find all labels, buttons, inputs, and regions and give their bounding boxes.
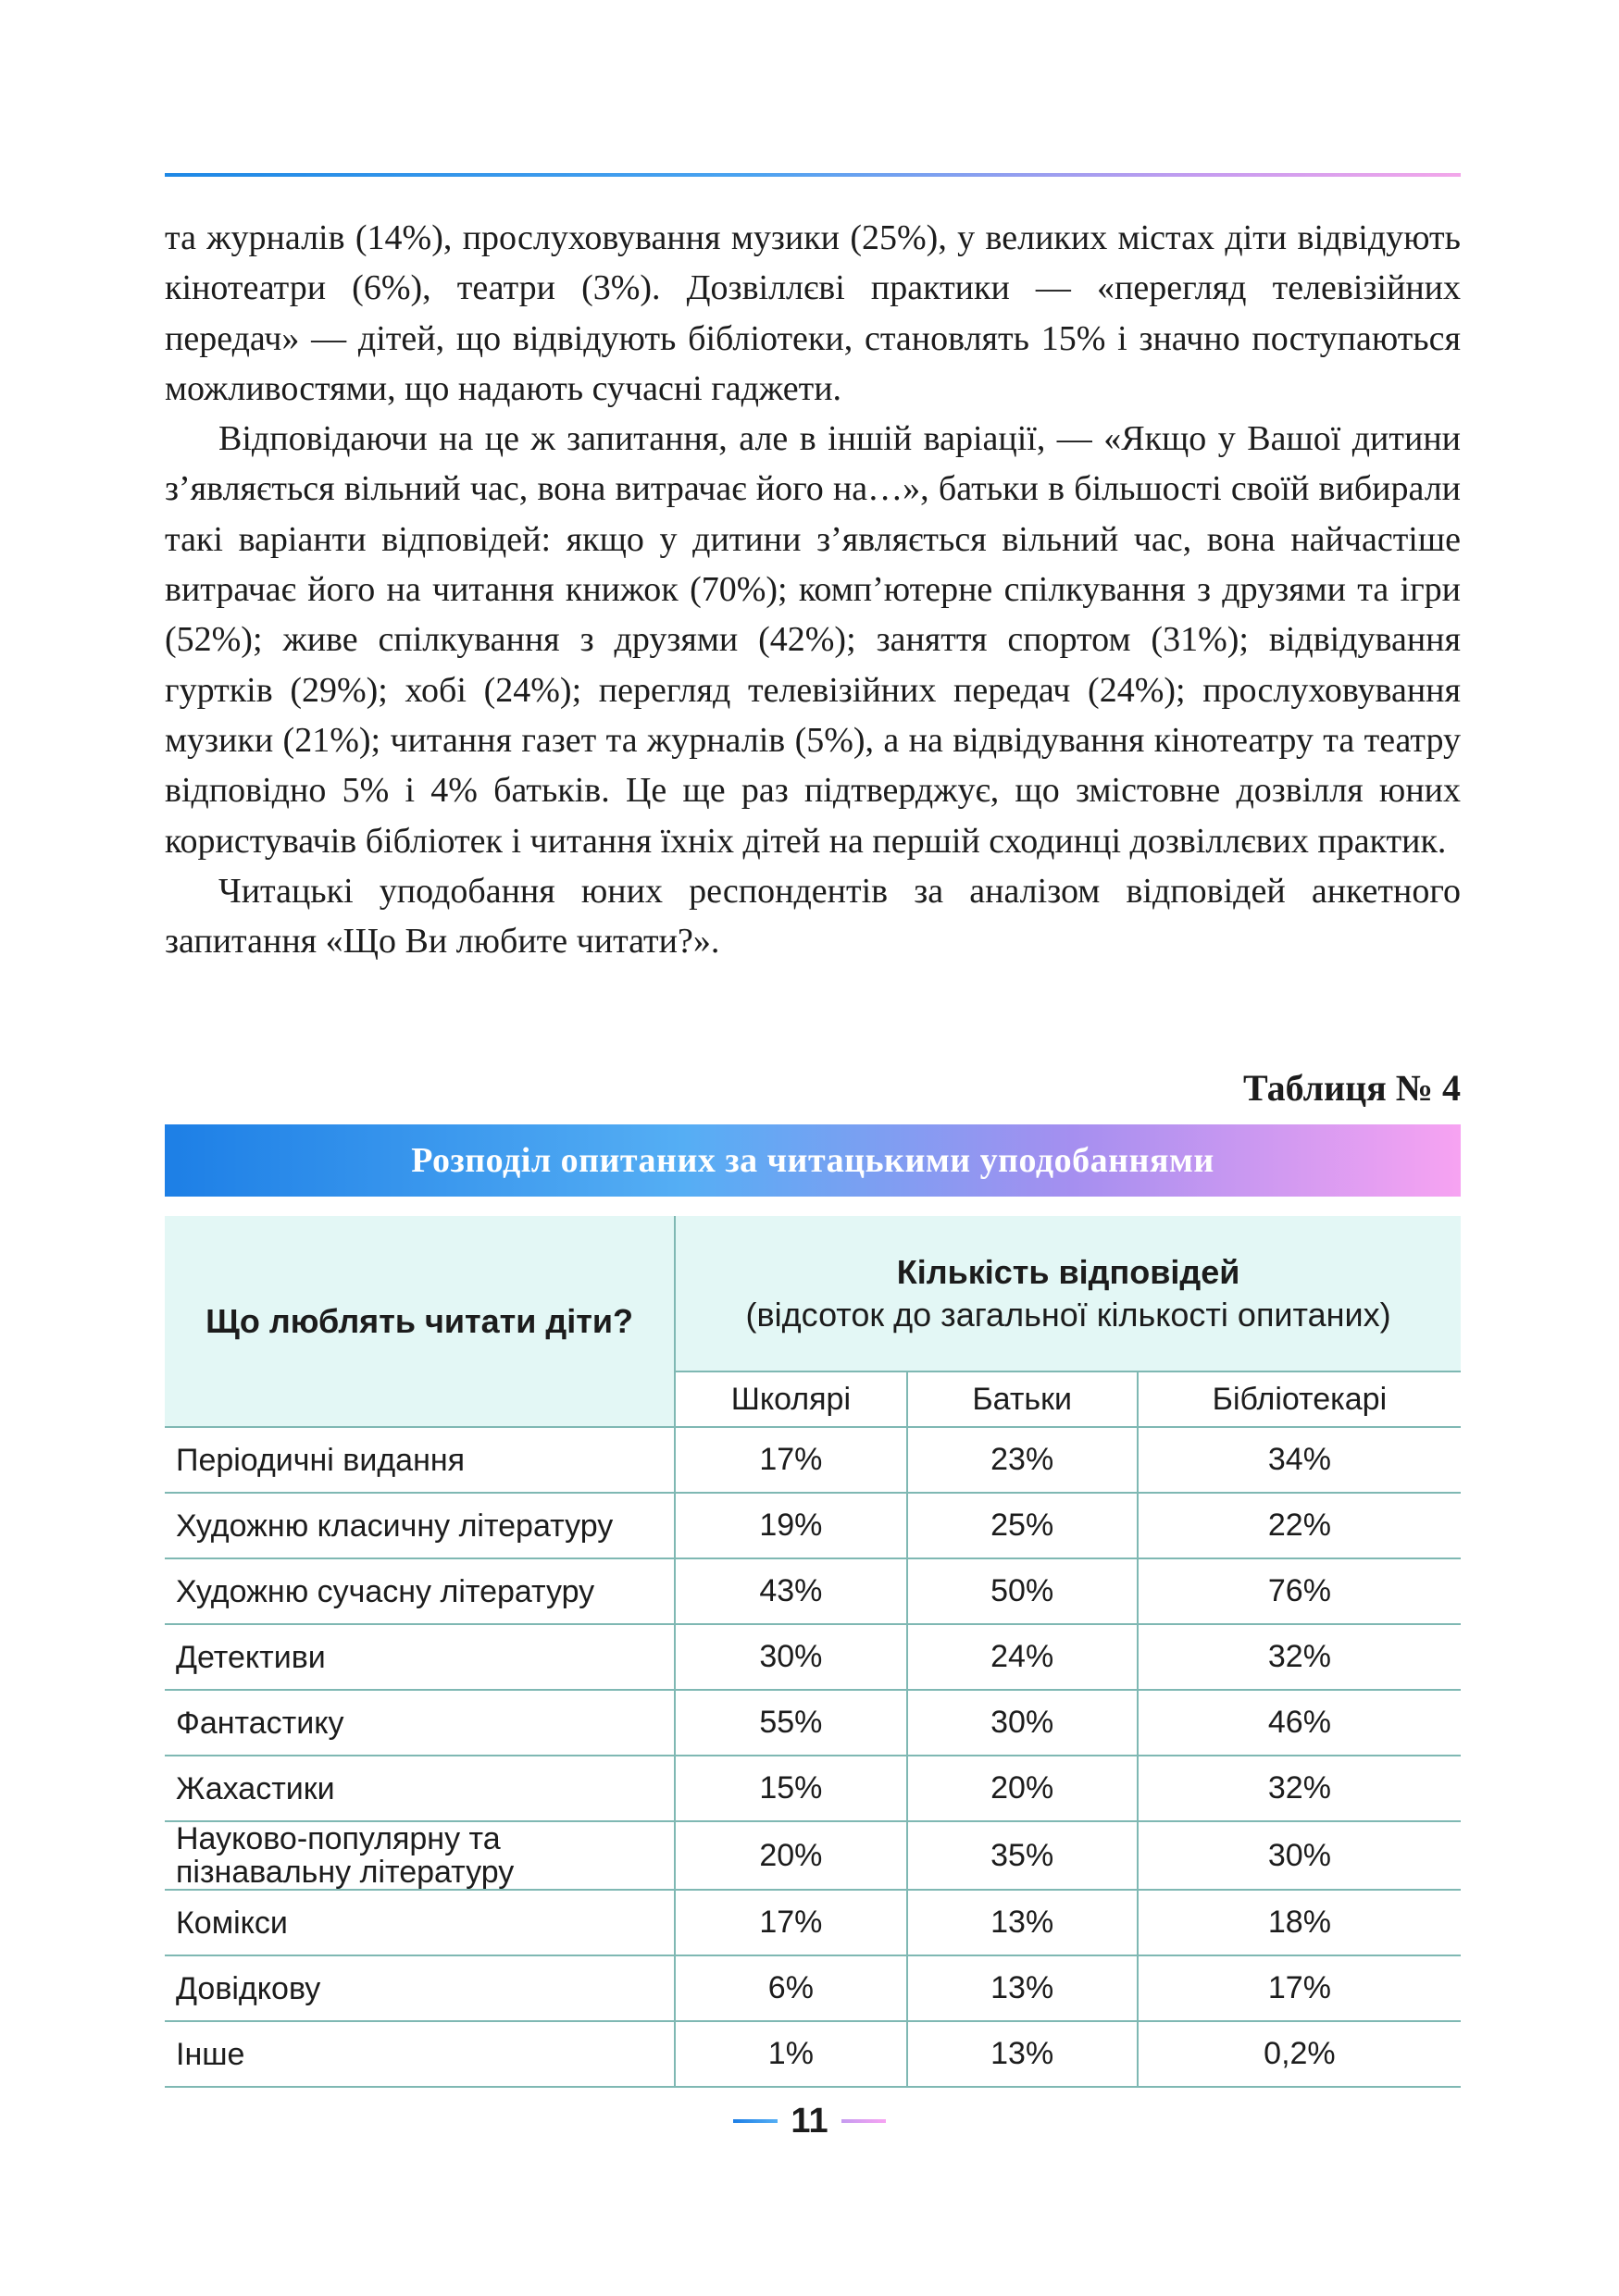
- reading-preferences-table: [165, 1216, 1461, 2088]
- row-label: Художню класичну літературу: [165, 1493, 675, 1558]
- header-answers: [675, 1216, 1461, 1371]
- row-value: 50%: [907, 1558, 1138, 1624]
- page-number-value: 11: [791, 2101, 828, 2141]
- table-row: [165, 1955, 1461, 2021]
- page-number-left-dash: [733, 2119, 778, 2123]
- table-row: [165, 2021, 1461, 2087]
- table-row: [165, 1493, 1461, 1558]
- table-body: [165, 1427, 1461, 2087]
- body-text: [165, 213, 1461, 966]
- row-value: 13%: [907, 1890, 1138, 1955]
- row-label: Фантастику: [165, 1690, 675, 1756]
- table-row: [165, 1624, 1461, 1690]
- row-value: 17%: [675, 1427, 906, 1493]
- table-caption: Таблиця № 4: [1242, 1067, 1461, 1109]
- row-value: 34%: [1138, 1427, 1461, 1493]
- column-header-students: Школярі: [675, 1371, 906, 1427]
- row-label: Довідкову: [165, 1955, 675, 2021]
- row-value: 35%: [907, 1821, 1138, 1890]
- header-answers-title: Кількість відповідей: [896, 1252, 1240, 1291]
- row-value: 22%: [1138, 1493, 1461, 1558]
- table-row: [165, 1890, 1461, 1955]
- row-label: Періодичні видання: [165, 1427, 675, 1493]
- row-value: 20%: [907, 1756, 1138, 1821]
- row-value: 17%: [1138, 1955, 1461, 2021]
- row-value: 32%: [1138, 1756, 1461, 1821]
- header-category: Що люблять читати діти?: [165, 1216, 675, 1427]
- row-label: Жахастики: [165, 1756, 675, 1821]
- header-answers-subtitle: (відсоток до загальної кількості опитаних): [745, 1295, 1391, 1334]
- column-header-librarians: Бібліотекарі: [1138, 1371, 1461, 1427]
- row-label: Комікси: [165, 1890, 675, 1955]
- row-value: 6%: [675, 1955, 906, 2021]
- row-value: 32%: [1138, 1624, 1461, 1690]
- table-row: [165, 1427, 1461, 1493]
- top-gradient-rule: [165, 173, 1461, 177]
- row-value: 43%: [675, 1558, 906, 1624]
- row-value: 13%: [907, 2021, 1138, 2087]
- table-header-row: [165, 1216, 1461, 1371]
- column-header-parents: Батьки: [907, 1371, 1138, 1427]
- row-value: 30%: [675, 1624, 906, 1690]
- row-label: Науково-популярну та пізнавальну літературу: [165, 1821, 675, 1890]
- paragraph-2: Відповідаючи на це ж запитання, але в іншій варіації, — «Якщо у Вашої дитини з’являється вільний час, вона витрачає його на…», батьки в більшості своїй вибирали такі варіанти відповідей: якщо у дитини з’являється вільний час, вона найчастіше витрачає його на читання книжок (70%); комп’ютерне спілкування з друзями та ігри (52%); живе спілкування з друзями (42%); заняття спортом (31%); відвідування гуртків (29%); хобі (24%); перегляд телевізійних передач (24%); прослуховування музики (21%); читання газет та журналів (5%), а на відвідування кінотеатру та театру відповідно 5% і 4% батьків. Це ще раз підтверджує, що змістовне дозвілля юних користувачів бібліотек і читання їхніх дітей на першій сходинці дозвіллєвих практик.: [165, 419, 1461, 861]
- row-value: 46%: [1138, 1690, 1461, 1756]
- row-value: 19%: [675, 1493, 906, 1558]
- row-value: 30%: [1138, 1821, 1461, 1890]
- row-value: 76%: [1138, 1558, 1461, 1624]
- row-value: 55%: [675, 1690, 906, 1756]
- paragraph-3: Читацькі уподобання юних респондентів за аналізом відповідей анкетного запитання «Що Ви любите читати?».: [165, 871, 1461, 962]
- page-number-right-dash: [841, 2119, 886, 2123]
- row-value: 13%: [907, 1955, 1138, 2021]
- row-value: 30%: [907, 1690, 1138, 1756]
- table-row: [165, 1690, 1461, 1756]
- row-value: 20%: [675, 1821, 906, 1890]
- row-value: 24%: [907, 1624, 1138, 1690]
- row-value: 15%: [675, 1756, 906, 1821]
- row-value: 18%: [1138, 1890, 1461, 1955]
- page-number: [0, 2098, 1619, 2144]
- row-value: 23%: [907, 1427, 1138, 1493]
- row-value: 1%: [675, 2021, 906, 2087]
- table-title: Розподіл опитаних за читацькими уподобаннями: [165, 1124, 1461, 1197]
- table-row: [165, 1821, 1461, 1890]
- row-label: Детективи: [165, 1624, 675, 1690]
- table-row: [165, 1756, 1461, 1821]
- row-label: Інше: [165, 2021, 675, 2087]
- row-value: 25%: [907, 1493, 1138, 1558]
- row-label: Художню сучасну літературу: [165, 1558, 675, 1624]
- row-value: 17%: [675, 1890, 906, 1955]
- table-row: [165, 1558, 1461, 1624]
- paragraph-1: та журналів (14%), прослуховування музики (25%), у великих містах діти відвідують кінотеатри (6%), театри (3%). Дозвіллєві практики — «перегляд телевізійних передач» — дітей, що відвідують бібліотеки, становлять 15% і значно поступаються можливостями, що надають сучасні гаджети.: [165, 218, 1461, 408]
- row-value: 0,2%: [1138, 2021, 1461, 2087]
